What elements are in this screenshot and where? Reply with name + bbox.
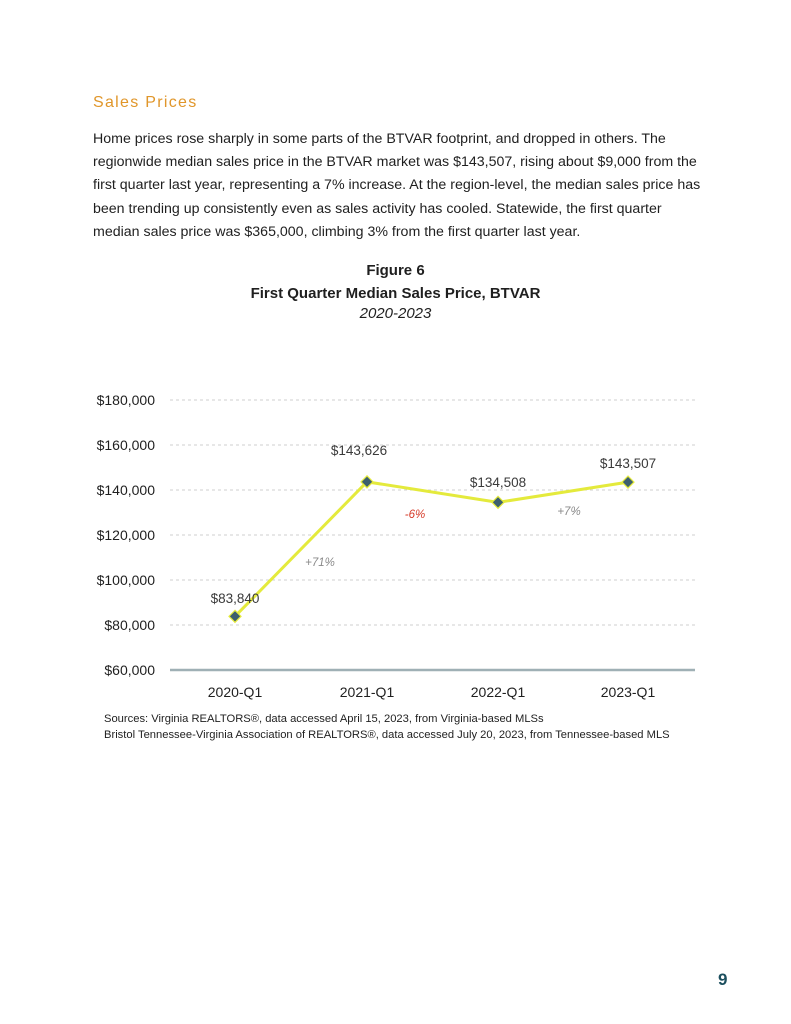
figure-subtitle: 2020-2023 xyxy=(359,305,432,322)
x-tick-label: 2023-Q1 xyxy=(600,684,656,700)
x-tick-label: 2022-Q1 xyxy=(470,684,526,700)
source-line: Sources: Virginia REALTORS®, data accessed April 15, 2023, from Virginia-based MLSs xyxy=(104,713,544,725)
change-label: -6% xyxy=(404,509,426,521)
x-tick-label: 2020-Q1 xyxy=(207,684,263,700)
figure-title: First Quarter Median Sales Price, BTVAR xyxy=(250,285,541,302)
source-line: Bristol Tennessee-Virginia Association of REALTORS®, data accessed July 20, 2023, from Tennessee-based MLS xyxy=(104,728,670,741)
body-paragraph: Home prices rose sharply in some parts of the BTVAR footprint, and dropped in others. The regionwide median sales price in the BTVAR market was $143,507, rising about $9,000 from the first quarter last year, representing a 7% increase. At the region-level, the median sales price has been trending up consistently even as sales activity has cooled. Statewide, the first quarter median sales price was $365,000, climbing 3% from the first quarter last year. xyxy=(93,131,701,240)
y-tick-label: $140,000 xyxy=(96,482,155,498)
y-tick-label: $80,000 xyxy=(104,617,155,633)
figure-number: Figure 6 xyxy=(366,262,425,279)
section-heading: Sales Prices xyxy=(93,94,198,111)
y-tick-label: $60,000 xyxy=(104,662,155,678)
data-label: $83,840 xyxy=(210,591,260,606)
change-label: +71% xyxy=(305,557,335,569)
data-label: $134,508 xyxy=(469,475,527,490)
sources-note xyxy=(104,712,670,743)
y-tick-label: $180,000 xyxy=(96,392,155,408)
median-price-line-chart xyxy=(0,380,791,705)
data-point-marker xyxy=(622,476,634,488)
series-line xyxy=(235,482,628,617)
page-number: 9 xyxy=(718,970,728,989)
y-tick-label: $120,000 xyxy=(96,527,155,543)
data-point-marker xyxy=(492,496,504,508)
y-tick-label: $100,000 xyxy=(96,572,155,588)
data-label: $143,507 xyxy=(599,456,657,471)
x-tick-label: 2021-Q1 xyxy=(339,684,395,700)
data-label: $143,626 xyxy=(330,443,388,458)
change-label: +7% xyxy=(557,506,581,518)
y-tick-label: $160,000 xyxy=(96,437,155,453)
